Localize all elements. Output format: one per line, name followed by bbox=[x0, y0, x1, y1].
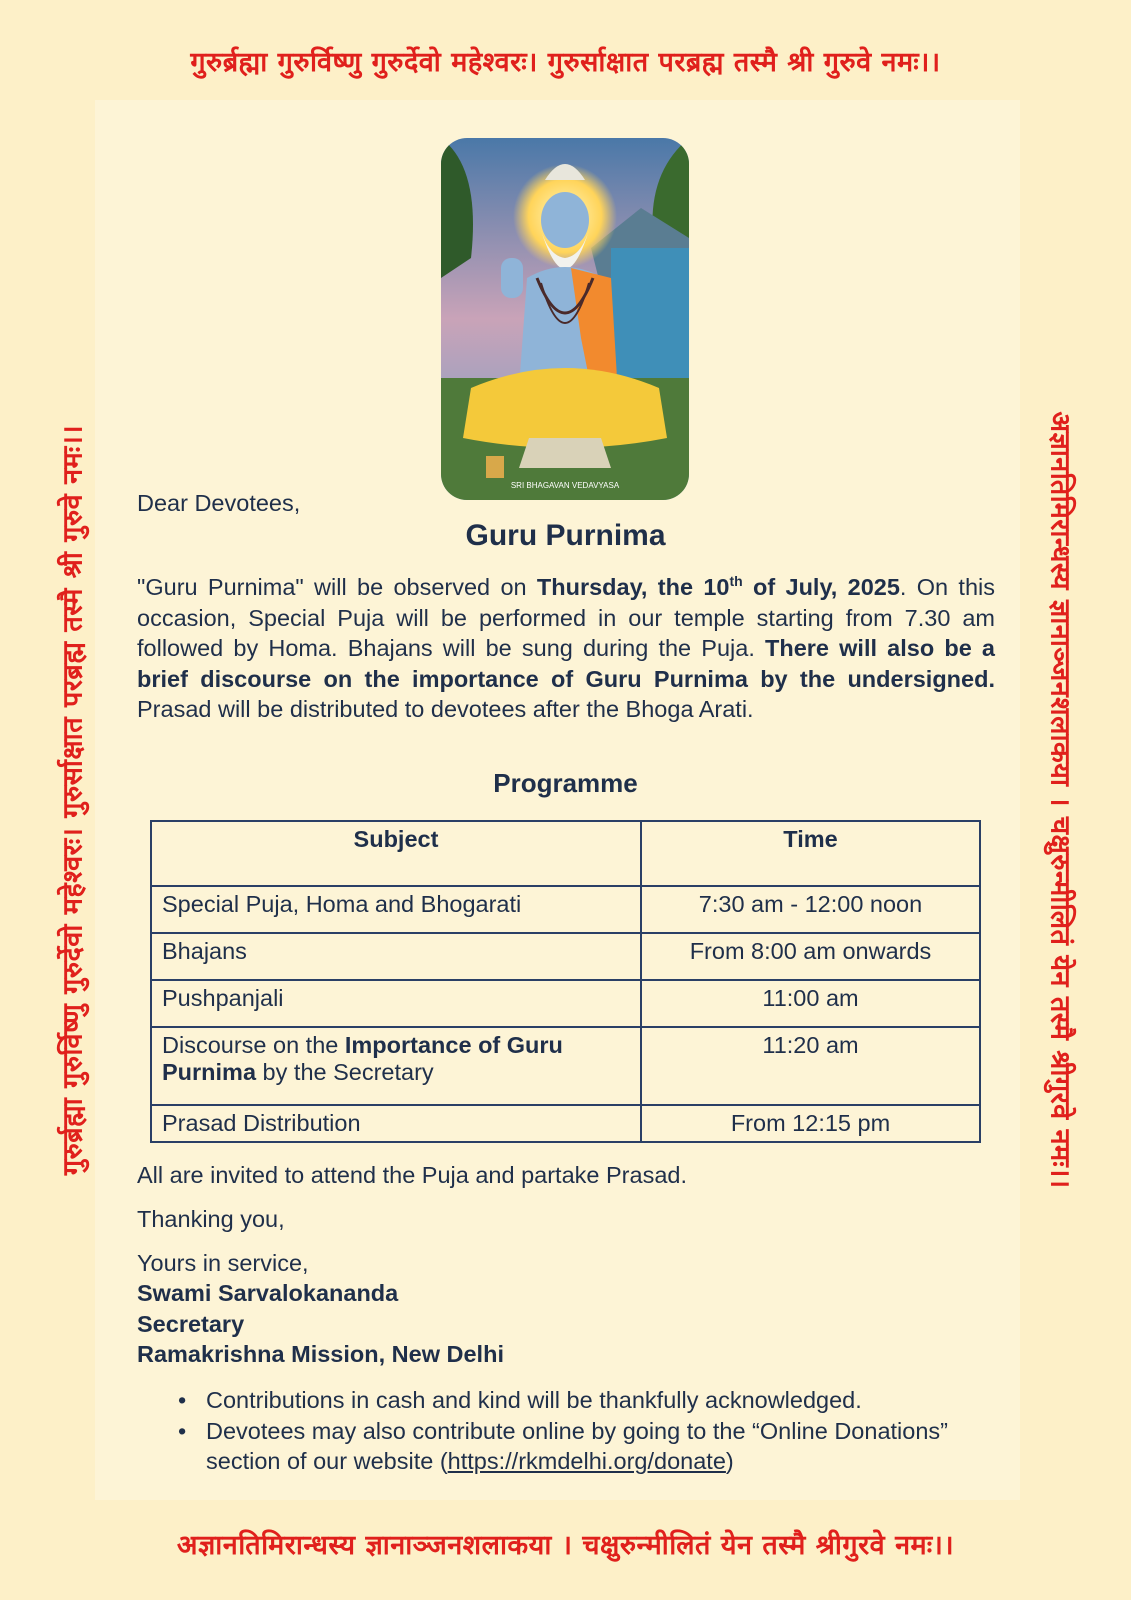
thanks-text: Thanking you, bbox=[137, 1206, 285, 1232]
portrait-caption: SRI BHAGAVAN VEDAVYASA bbox=[510, 481, 620, 490]
vedavyasa-portrait bbox=[441, 138, 689, 500]
row-time: From 8:00 am onwards bbox=[641, 933, 980, 980]
discourse-note: There will also be a brief discourse on the importance of Guru Purnima by the undersigned. bbox=[137, 635, 995, 692]
row-subject: Bhajans bbox=[151, 933, 641, 980]
row-time: 11:00 am bbox=[641, 980, 980, 1027]
invitation-text: All are invited to attend the Puja and partake Prasad. bbox=[137, 1162, 687, 1188]
page-title: Guru Purnima bbox=[465, 519, 666, 552]
sloka-right: अज्ञानतिमिरान्धस्य ज्ञानाञ्जनशलाकया । चक्षुरुन्मीलितं येन तस्मै श्रीगुरवे नमः।। bbox=[1044, 411, 1076, 1189]
header-time: Time bbox=[641, 821, 980, 886]
row-subject: Prasad Distribution bbox=[151, 1105, 641, 1142]
sloka-top: गुरुर्ब्रह्मा गुरुर्विष्णु गुरुर्देवो महेश्वरः। गुरुर्साक्षात परब्रह्म तस्मै श्री गुरुवे नमः।। bbox=[190, 47, 941, 78]
donate-link[interactable]: https://rkmdelhi.org/donate bbox=[447, 1448, 726, 1474]
row-time: From 12:15 pm bbox=[641, 1105, 980, 1142]
date-text: Thursday, the 10th of July, 2025 bbox=[536, 573, 900, 600]
signature-name: Swami Sarvalokananda bbox=[137, 1280, 399, 1306]
row-subject: Pushpanjali bbox=[151, 980, 641, 1027]
list-item: • Devotees may also contribute online by going to the “Online Donations” section of our website (https://rkmdelhi.org/donate) bbox=[178, 1416, 998, 1477]
programme-table bbox=[150, 820, 981, 1143]
row-time: 7:30 am - 12:00 noon bbox=[641, 886, 980, 933]
programme-title: Programme bbox=[493, 768, 638, 798]
sloka-left: गुरुर्ब्रह्मा गुरुर्विष्णु गुरुर्देवो महेश्वरः। गुरुर्साक्षात परब्रह्म तस्मै श्री गुरुवे नमः।। bbox=[57, 424, 89, 1176]
signature-title: Secretary bbox=[137, 1310, 245, 1337]
row-time: 11:20 am bbox=[641, 1027, 980, 1105]
vedavyasa-illustration bbox=[441, 138, 689, 500]
row-subject: Discourse on the Importance of Guru Purnima by the Secretary bbox=[151, 1027, 641, 1105]
table-row bbox=[151, 886, 980, 933]
table-header-row bbox=[151, 821, 980, 886]
table-row bbox=[151, 980, 980, 1027]
table-row bbox=[151, 933, 980, 980]
intro-paragraph bbox=[137, 572, 995, 725]
table-row bbox=[151, 1027, 980, 1105]
intro-text-1: "Guru Purnima" will be observed on bbox=[137, 574, 537, 600]
intro-text-2: . On this occasion, Special Puja will be performed in our temple starting from 7.30 am followed by Homa. Bhajans will be sung during the Puja. bbox=[137, 574, 995, 661]
list-item: • Contributions in cash and kind will be thankfully acknowledged. bbox=[178, 1385, 998, 1416]
signature-org: Ramakrishna Mission, New Delhi bbox=[137, 1341, 504, 1367]
closing-text: Yours in service, bbox=[137, 1250, 309, 1276]
greeting: Dear Devotees, bbox=[137, 490, 301, 516]
header-subject: Subject bbox=[151, 821, 641, 886]
notes-list bbox=[178, 1385, 998, 1477]
signature-block bbox=[137, 1278, 995, 1370]
row-subject: Special Puja, Homa and Bhogarati bbox=[151, 886, 641, 933]
sloka-bottom: अज्ञानतिमिरान्धस्य ज्ञानाञ्जनशलाकया । चक्षुरुन्मीलितं येन तस्मै श्रीगुरवे नमः।। bbox=[176, 1530, 955, 1561]
intro-text-3: Prasad will be distributed to devotees after the Bhoga Arati. bbox=[137, 696, 754, 722]
table-row bbox=[151, 1105, 980, 1142]
